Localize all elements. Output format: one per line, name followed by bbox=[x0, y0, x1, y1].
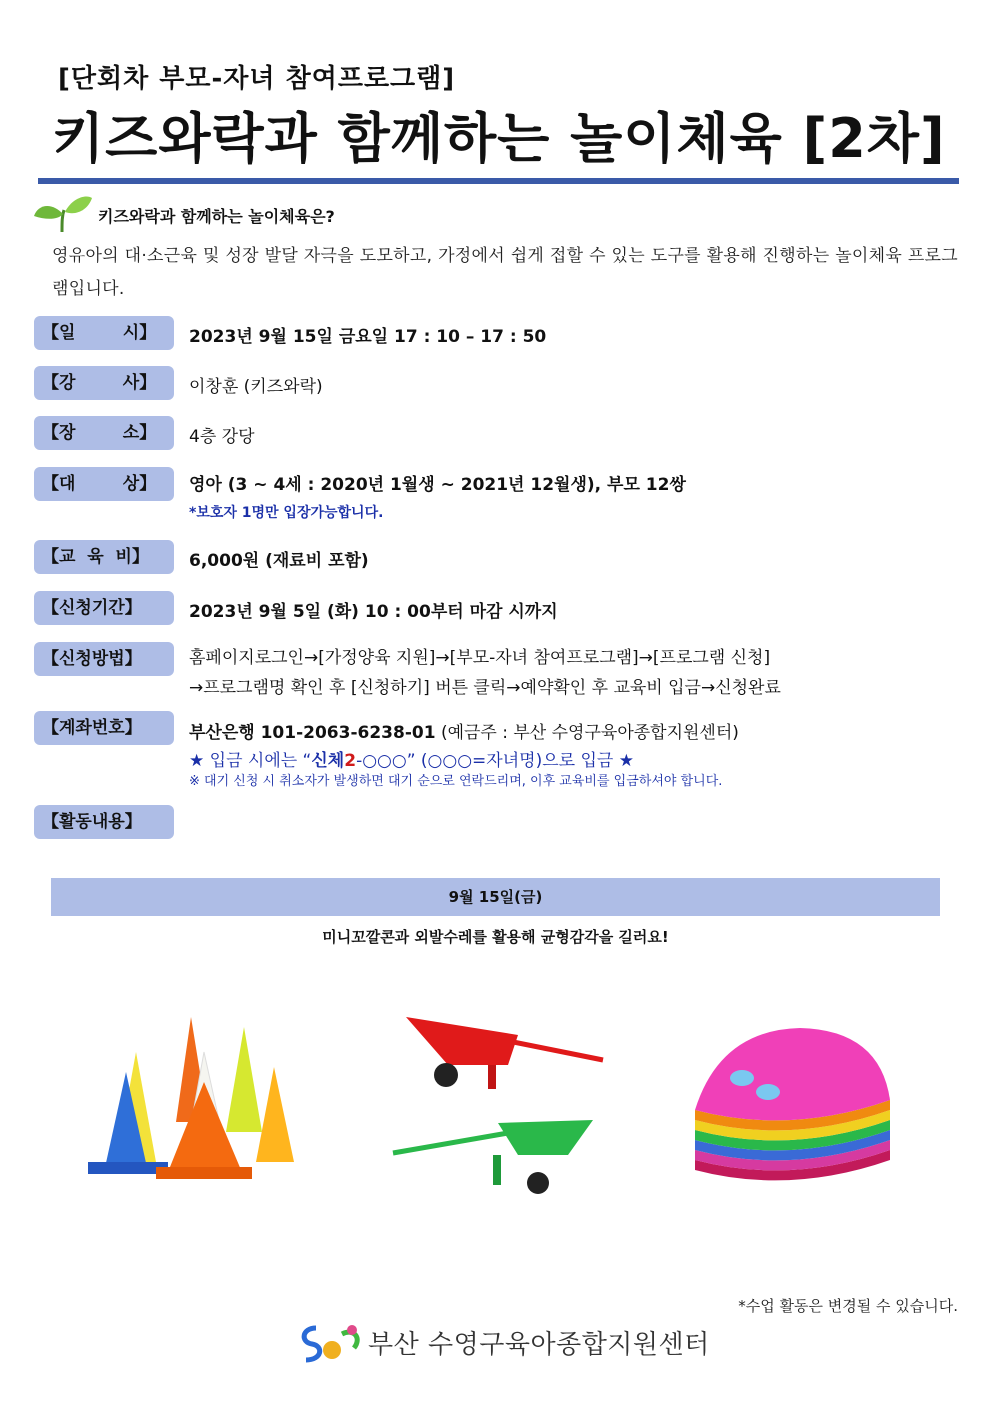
label-period: 【신청기간】 bbox=[34, 591, 174, 625]
value-fee: 6,000원 (재료비 포함) bbox=[189, 551, 369, 571]
label-target: 【대 상】 bbox=[34, 467, 174, 501]
value-target: 영아 (3 ~ 4세 : 2020년 1월생 ~ 2021년 12월생), 부모 12쌍 bbox=[189, 475, 686, 495]
label-fee: 【교 육 비】 bbox=[34, 540, 174, 574]
page-title: 키즈와락과 함께하는 놀이체육 [2차] bbox=[52, 107, 946, 170]
deposit-prefix: ★ 입금 시에는 “ bbox=[189, 751, 312, 771]
deposit-word: 신체 bbox=[311, 751, 345, 771]
change-notice: *수업 활동은 변경될 수 있습니다. bbox=[738, 1297, 958, 1315]
title-divider bbox=[38, 178, 959, 184]
label-method: 【신청방법】 bbox=[34, 642, 174, 676]
target-note: *보호자 1명만 입장가능합니다. bbox=[189, 505, 384, 521]
activity-description: 미니꼬깔콘과 외발수레를 활용해 균형감각을 길러요! bbox=[322, 928, 669, 946]
deposit-number: 2 bbox=[344, 751, 357, 771]
account-holder: (예금주 : 부산 수영구육아종합지원센터) bbox=[440, 723, 739, 743]
deposit-instruction bbox=[189, 746, 634, 771]
account-bank: 부산은행 101-2063-6238-01 bbox=[189, 723, 436, 743]
center-name: 부산 수영구육아종합지원센터 bbox=[368, 1330, 710, 1360]
sprout-icon bbox=[32, 194, 94, 234]
waitlist-note: ※ 대기 신청 시 취소자가 발생하면 대기 순으로 연락드리며, 이후 교육비를 입금하셔야 합니다. bbox=[189, 774, 723, 789]
value-instructor: 이창훈 (키즈와락) bbox=[189, 377, 323, 397]
value-period: 2023년 9월 5일 (화) 10 : 00부터 마감 시까지 bbox=[189, 602, 558, 622]
method-line-2: →프로그램명 확인 후 [신청하기] 버튼 클릭→예약확인 후 교육비 입금→신청완료 bbox=[189, 678, 781, 698]
mini-cones-image bbox=[86, 1012, 316, 1182]
center-logo-icon bbox=[296, 1320, 366, 1366]
value-account bbox=[189, 718, 739, 743]
wheelbarrows-image bbox=[388, 1005, 608, 1195]
label-place: 【장 소】 bbox=[34, 416, 174, 450]
value-place: 4층 강당 bbox=[189, 427, 255, 447]
label-account: 【계좌번호】 bbox=[34, 711, 174, 745]
label-instructor: 【강 사】 bbox=[34, 366, 174, 400]
value-date: 2023년 9월 15일 금요일 17 : 10 – 17 : 50 bbox=[189, 327, 547, 347]
balance-board-image bbox=[680, 1010, 910, 1195]
program-subtitle: [단회차 부모-자녀 참여프로그램] bbox=[58, 64, 456, 94]
intro-text: 영유아의 대·소근육 및 성장 발달 자극을 도모하고, 가정에서 쉽게 접할 수 있는 도구를 활용해 진행하는 놀이체육 프로그램입니다. bbox=[52, 246, 958, 299]
intro-heading: 키즈와락과 함께하는 놀이체육은? bbox=[98, 207, 335, 226]
method-line-1: 홈페이지로그인→[가정양육 지원]→[부모-자녀 참여프로그램]→[프로그램 신청] bbox=[189, 648, 771, 668]
activity-date-band: 9월 15일(금) bbox=[51, 878, 940, 916]
label-date: 【일 시】 bbox=[34, 316, 174, 350]
deposit-suffix: -○○○” (○○○=자녀명)으로 입금 ★ bbox=[356, 751, 634, 771]
label-activity: 【활동내용】 bbox=[34, 805, 174, 839]
